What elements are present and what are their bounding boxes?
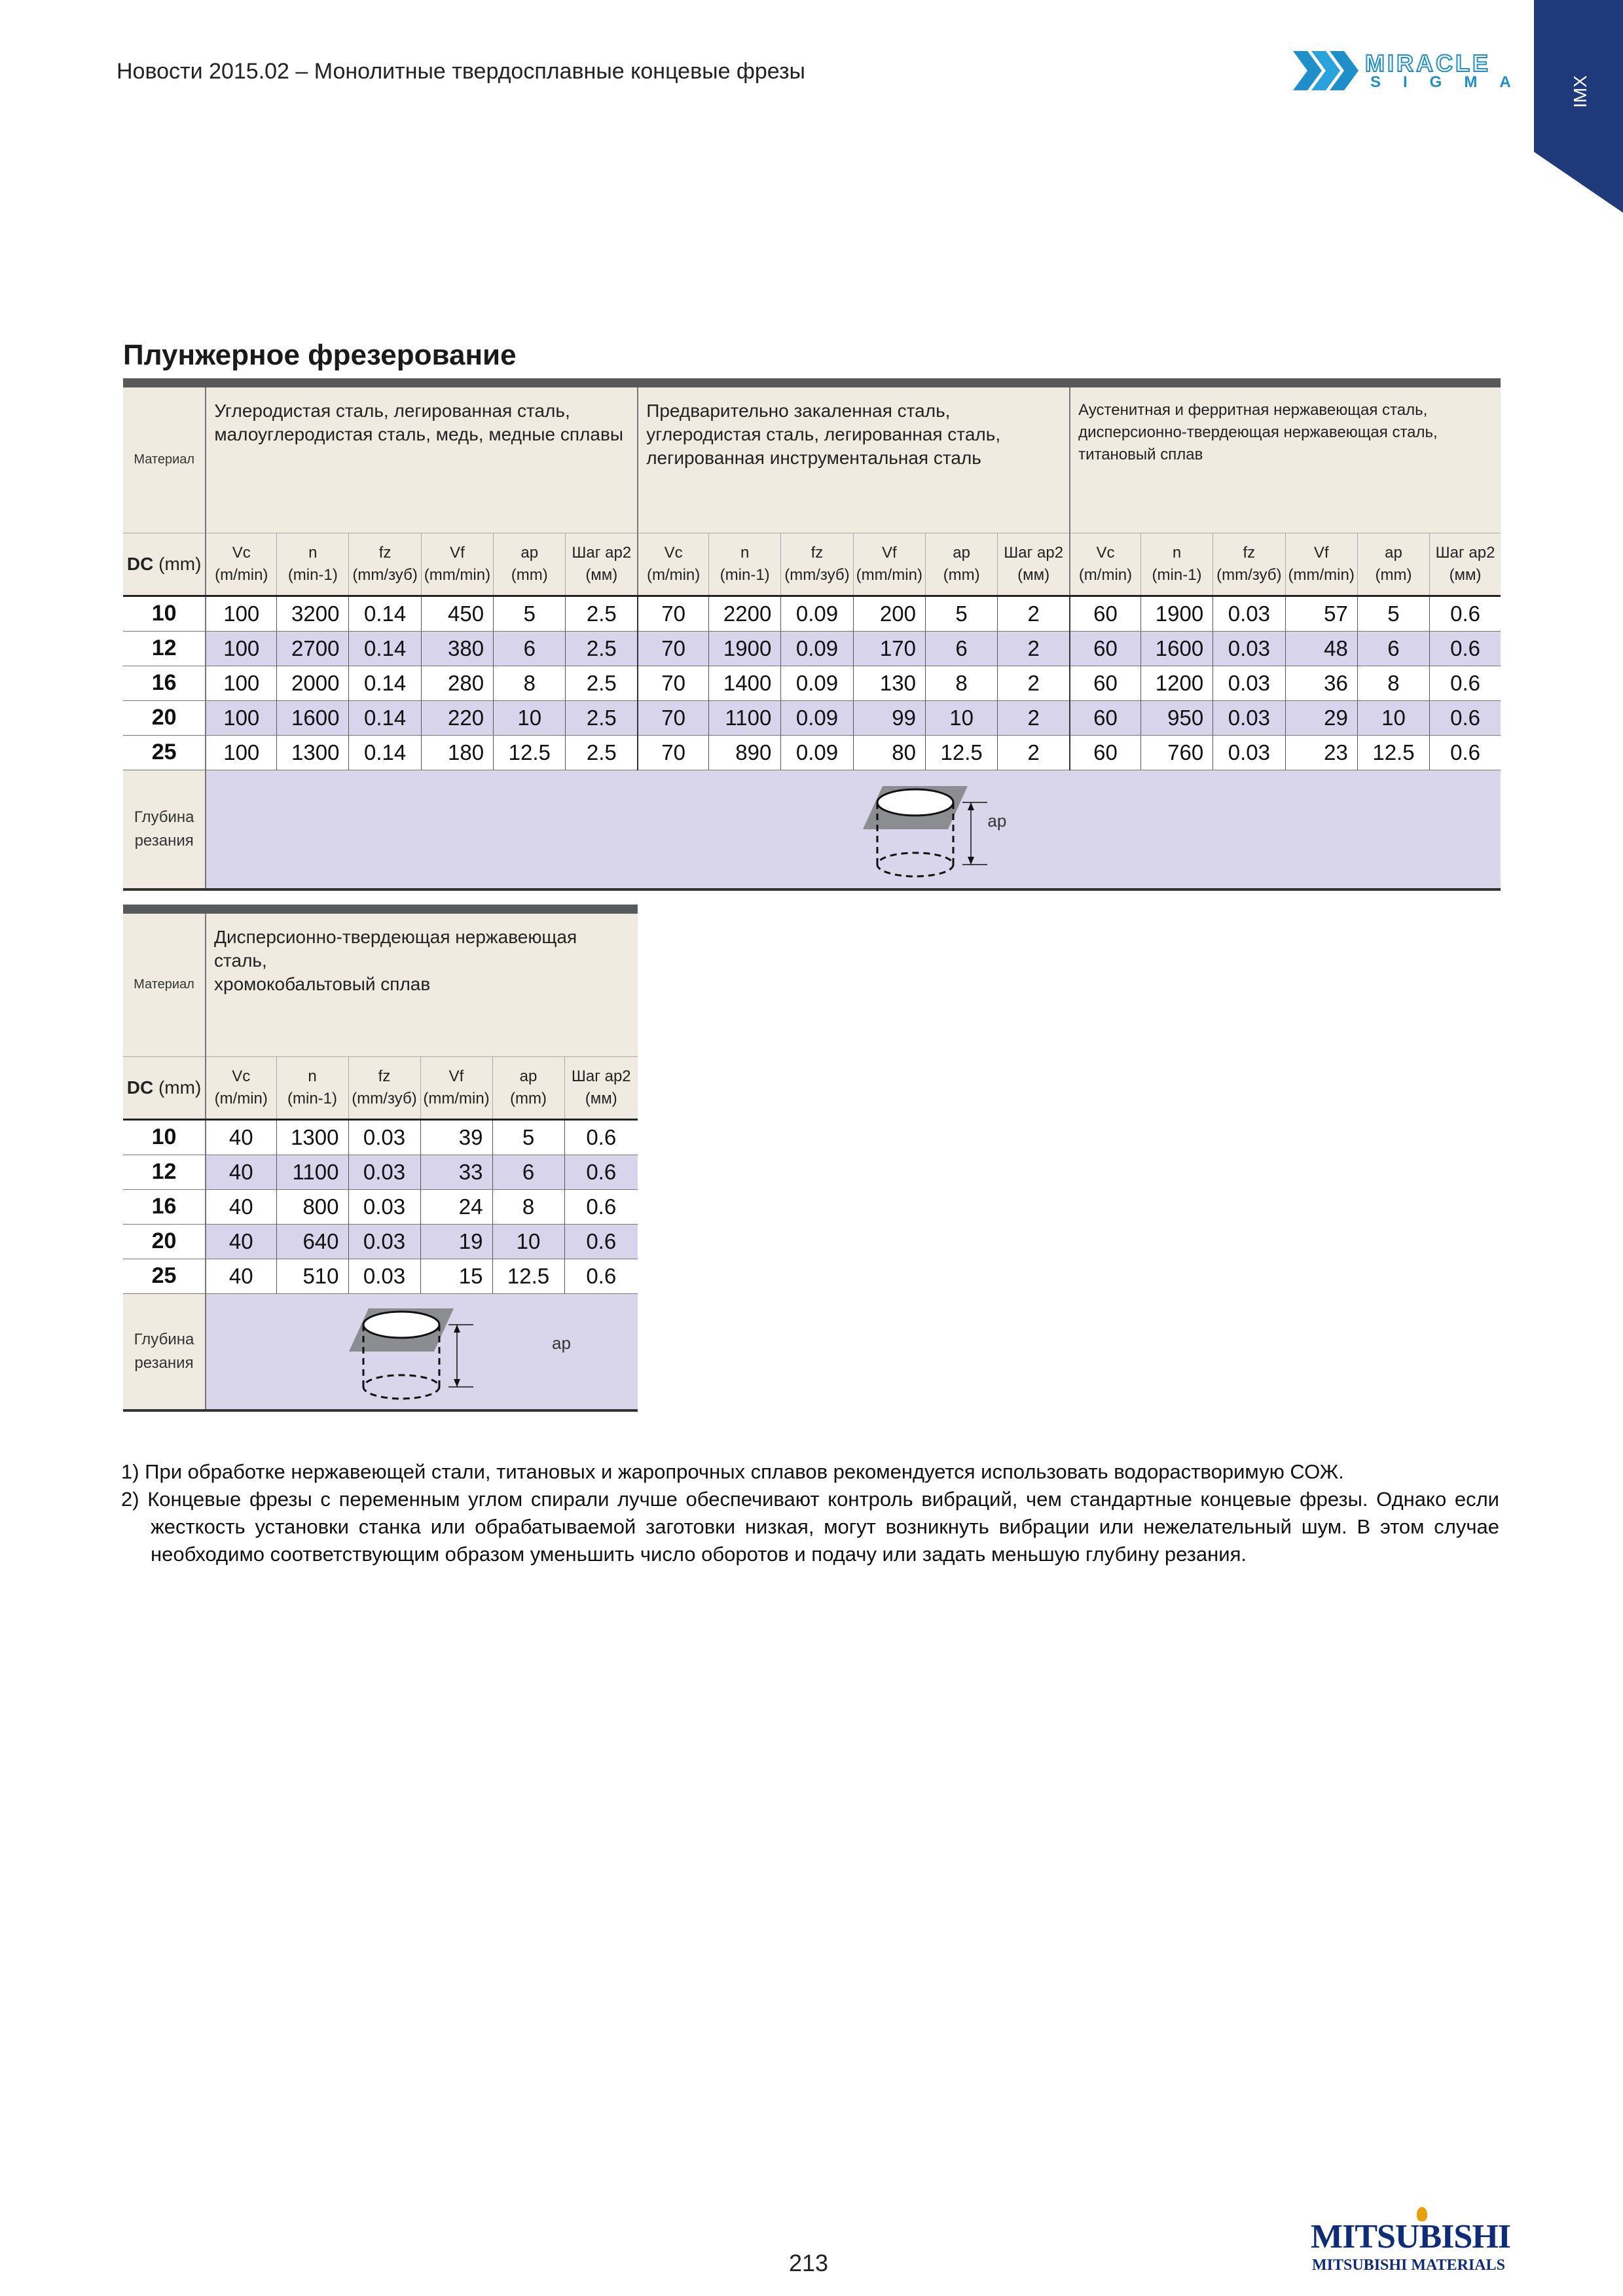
chevron-logo-icon xyxy=(1293,47,1372,94)
table-cell: 5 xyxy=(492,1119,564,1155)
column-header-label: Шаг ap2 xyxy=(1004,543,1064,562)
column-header-label: Vf xyxy=(881,543,897,562)
table-cell: 40 xyxy=(206,1189,276,1224)
column-header xyxy=(206,533,276,596)
column-header xyxy=(566,533,638,596)
table-cell: 2.5 xyxy=(566,700,638,735)
table-cell: 950 xyxy=(1140,700,1213,735)
table-cell: 70 xyxy=(638,631,708,666)
table-cell: 0.14 xyxy=(349,735,421,770)
table-cell: 0.6 xyxy=(1430,700,1501,735)
table-cell: 2 xyxy=(998,631,1070,666)
table-cell: 6 xyxy=(492,1155,564,1189)
table-cell: 800 xyxy=(276,1189,348,1224)
table-cell: 2000 xyxy=(277,666,349,700)
dc-value: 12 xyxy=(123,1155,206,1189)
table-cell: 2 xyxy=(998,596,1070,631)
material-text-1: Дисперсионно-твердеющая нержавеющая сталь, хромокобальтовый сплав xyxy=(214,927,577,994)
cutting-depth-label xyxy=(123,770,206,889)
page-header-title: Новости 2015.02 – Монолитные твердосплавные концевые фрезы xyxy=(117,59,805,84)
column-header-label: ap xyxy=(519,1067,538,1085)
table-cell: 0.09 xyxy=(781,666,853,700)
table-cell: 60 xyxy=(1070,631,1140,666)
table-cell: 60 xyxy=(1070,735,1140,770)
column-header-unit: (m/min) xyxy=(214,1089,268,1107)
table-cell: 19 xyxy=(420,1224,492,1259)
column-header-unit: (mm/min) xyxy=(424,565,491,584)
table-cell: 10 xyxy=(925,700,997,735)
table-cell: 0.14 xyxy=(349,596,421,631)
column-header-unit: (mm/зуб) xyxy=(1216,565,1282,584)
column-header-label: Vf xyxy=(1313,543,1329,562)
plunge-milling-table-2 xyxy=(123,905,638,1412)
column-header-unit: (mm) xyxy=(1375,565,1412,584)
column-header-unit: (mm) xyxy=(511,565,548,584)
column-header-label: Vf xyxy=(450,543,465,562)
dc-value: 16 xyxy=(123,666,206,700)
column-header-label: fz xyxy=(811,543,824,562)
table-cell: 0.6 xyxy=(564,1155,638,1189)
table-row xyxy=(123,700,1501,735)
column-header-unit: (mm/min) xyxy=(856,565,922,584)
table-cell: 6 xyxy=(494,631,566,666)
table-cell: 0.03 xyxy=(1213,735,1285,770)
page-number: 213 xyxy=(789,2250,829,2276)
table-cell: 1300 xyxy=(277,735,349,770)
table-cell: 2 xyxy=(998,666,1070,700)
column-header xyxy=(276,1056,348,1119)
table-cell: 70 xyxy=(638,596,708,631)
material-text-3: Аустенитная и ферритная нержавеющая сталь, дисперсионно-твердеющая нержавеющая сталь, титановый сплав xyxy=(1078,401,1438,463)
table-cell: 6 xyxy=(925,631,997,666)
dc-value: 12 xyxy=(123,631,206,666)
column-header-unit: (мм) xyxy=(1449,565,1482,584)
table-cell: 1900 xyxy=(709,631,781,666)
table-cell: 48 xyxy=(1285,631,1357,666)
material-group-3 xyxy=(1070,387,1501,533)
dc-value: 25 xyxy=(123,1259,206,1293)
dc-header-unit: (mm) xyxy=(153,1077,202,1098)
dc-value: 10 xyxy=(123,1119,206,1155)
table-cell: 12.5 xyxy=(1357,735,1429,770)
table-cell: 39 xyxy=(420,1119,492,1155)
column-header xyxy=(277,533,349,596)
column-header xyxy=(925,533,997,596)
cutting-depth-figure-cell xyxy=(206,1293,638,1410)
table-cell: 12.5 xyxy=(494,735,566,770)
table-cell: 10 xyxy=(494,700,566,735)
table-cell: 15 xyxy=(420,1259,492,1293)
column-header xyxy=(421,533,493,596)
column-header-label: n xyxy=(740,543,750,562)
table-cell: 10 xyxy=(492,1224,564,1259)
table-cell: 220 xyxy=(421,700,493,735)
depth-label-line1: Глубина xyxy=(134,1330,194,1348)
ap-dimension-label: ap xyxy=(552,1333,571,1353)
table-cell: 510 xyxy=(276,1259,348,1293)
table-cell: 1900 xyxy=(1140,596,1213,631)
cylinder-depth-icon xyxy=(349,1303,480,1401)
table-cell: 2.5 xyxy=(566,666,638,700)
table-cell: 5 xyxy=(494,596,566,631)
table-cell: 0.03 xyxy=(348,1224,420,1259)
table-cell: 40 xyxy=(206,1259,276,1293)
table-cell: 0.14 xyxy=(349,631,421,666)
section-heading: Плунжерное фрезерование xyxy=(123,339,517,371)
column-header-unit: (min-1) xyxy=(1152,565,1202,584)
table-cell: 5 xyxy=(925,596,997,631)
column-header xyxy=(492,1056,564,1119)
depth-label-line2: резания xyxy=(134,831,194,850)
column-header-row xyxy=(123,1056,638,1119)
footnote-2: 2) Концевые фрезы с переменным углом спирали лучше обеспечивают контроль вибраций, чем стандартные концевые фрезы. Однако если жесткость установки станка или обрабатываемой заготовки низкая, могут возникнуть вибрации или нежелательный шум. В этом случае необходимо соответствующим образом уменьшить число оборотов и подачу или задать меньшую глубину резания. xyxy=(121,1488,1499,1566)
table-cell: 100 xyxy=(206,596,276,631)
logo-word-miracle: MIRACLE xyxy=(1365,50,1491,77)
table-cell: 0.09 xyxy=(781,700,853,735)
table-cell: 2.5 xyxy=(566,735,638,770)
corner-tab-label: IMX xyxy=(1570,75,1590,108)
column-header-unit: (m/min) xyxy=(215,565,268,584)
table-cell: 0.6 xyxy=(564,1224,638,1259)
column-header-label: Шаг ap2 xyxy=(1435,543,1495,562)
column-header xyxy=(1430,533,1501,596)
cylinder-depth-icon xyxy=(863,781,994,879)
column-header-label: fz xyxy=(1243,543,1256,562)
table-cell: 2.5 xyxy=(566,631,638,666)
column-header-unit: (min-1) xyxy=(287,565,338,584)
material-text-1: Углеродистая сталь, легированная сталь, малоуглеродистая сталь, медь, медные сплавы xyxy=(214,401,623,444)
plunge-milling-table-1 xyxy=(123,378,1501,891)
table-cell: 2200 xyxy=(709,596,781,631)
table-cell: 70 xyxy=(638,735,708,770)
table-cell: 1600 xyxy=(1140,631,1213,666)
material-group-2 xyxy=(638,387,1070,533)
table-cell: 0.6 xyxy=(564,1119,638,1155)
table-cell: 380 xyxy=(421,631,493,666)
column-header-label: n xyxy=(308,1067,317,1085)
table-cell: 40 xyxy=(206,1155,276,1189)
table-cell: 1200 xyxy=(1140,666,1213,700)
dc-value: 10 xyxy=(123,596,206,631)
material-group-1 xyxy=(206,387,638,533)
column-header-label: Vf xyxy=(448,1067,464,1085)
column-header xyxy=(998,533,1070,596)
table-cell: 2 xyxy=(998,700,1070,735)
table-cell: 80 xyxy=(853,735,925,770)
column-header xyxy=(1285,533,1357,596)
column-header xyxy=(564,1056,638,1119)
dc-header-unit: (mm) xyxy=(153,553,202,574)
column-header-label: Шаг ap2 xyxy=(571,1067,631,1085)
table-cell: 100 xyxy=(206,666,276,700)
column-header-unit: (mm/зуб) xyxy=(352,1089,417,1107)
table-cell: 1100 xyxy=(276,1155,348,1189)
table-cell: 280 xyxy=(421,666,493,700)
material-row xyxy=(123,914,638,1056)
dc-header-bold: DC xyxy=(126,553,154,574)
table-cell: 0.03 xyxy=(348,1155,420,1189)
table-cell: 1300 xyxy=(276,1119,348,1155)
column-header-unit: (mm) xyxy=(943,565,980,584)
table-cell: 8 xyxy=(925,666,997,700)
table-cell: 24 xyxy=(420,1189,492,1224)
table-cell: 0.03 xyxy=(348,1259,420,1293)
table-row xyxy=(123,631,1501,666)
table-cell: 70 xyxy=(638,700,708,735)
column-header-label: n xyxy=(1172,543,1182,562)
table-cell: 1600 xyxy=(277,700,349,735)
cutting-depth-row xyxy=(123,1293,638,1410)
table-cell: 1400 xyxy=(709,666,781,700)
ap-dimension-label: ap xyxy=(987,810,1007,831)
footnotes xyxy=(121,1458,1499,1568)
table-cell: 23 xyxy=(1285,735,1357,770)
cutting-depth-figure xyxy=(206,1294,638,1409)
table-row xyxy=(123,1224,638,1259)
table-cell: 40 xyxy=(206,1119,276,1155)
table-row xyxy=(123,596,1501,631)
table-cell: 0.03 xyxy=(1213,596,1285,631)
table-row xyxy=(123,735,1501,770)
table-cell: 6 xyxy=(1357,631,1429,666)
table-bottom-rule xyxy=(123,1410,638,1412)
logo-mitsubishi: MITSUBISHI xyxy=(1311,2218,1510,2255)
table-cell: 36 xyxy=(1285,666,1357,700)
column-header-unit: (mm/зуб) xyxy=(352,565,418,584)
column-header-label: fz xyxy=(378,1067,391,1085)
column-header xyxy=(1070,533,1140,596)
table-cell: 60 xyxy=(1070,666,1140,700)
table-top-bar xyxy=(123,378,1501,387)
column-header-unit: (mm) xyxy=(510,1089,547,1107)
table-cell: 170 xyxy=(853,631,925,666)
dc-header-bold: DC xyxy=(126,1077,154,1098)
column-header xyxy=(420,1056,492,1119)
column-header xyxy=(1140,533,1213,596)
table-cell: 0.03 xyxy=(348,1119,420,1155)
table-cell: 100 xyxy=(206,700,276,735)
table-cell: 0.03 xyxy=(348,1189,420,1224)
cutting-depth-figure xyxy=(206,770,1501,888)
column-header-label: Vc xyxy=(664,543,683,562)
table-cell: 29 xyxy=(1285,700,1357,735)
material-label: Материал xyxy=(123,387,206,533)
column-header-row xyxy=(123,533,1501,596)
table-cell: 12.5 xyxy=(925,735,997,770)
column-header xyxy=(781,533,853,596)
table-cell: 2.5 xyxy=(566,596,638,631)
table-cell: 8 xyxy=(1357,666,1429,700)
table-cell: 0.6 xyxy=(564,1259,638,1293)
table-cell: 760 xyxy=(1140,735,1213,770)
column-header-unit: (min-1) xyxy=(287,1089,337,1107)
table-cell: 100 xyxy=(206,735,276,770)
dc-value: 16 xyxy=(123,1189,206,1224)
table-cell: 8 xyxy=(494,666,566,700)
depth-label-line1: Глубина xyxy=(134,808,194,826)
column-header-label: Vc xyxy=(232,1067,251,1085)
cutting-depth-row xyxy=(123,770,1501,889)
dc-header xyxy=(123,533,206,596)
table-row xyxy=(123,1259,638,1293)
table-cell: 180 xyxy=(421,735,493,770)
table-cell: 12.5 xyxy=(492,1259,564,1293)
dc-value: 25 xyxy=(123,735,206,770)
material-row xyxy=(123,387,1501,533)
column-header xyxy=(709,533,781,596)
table-cell: 70 xyxy=(638,666,708,700)
table-cell: 640 xyxy=(276,1224,348,1259)
column-header-unit: (m/min) xyxy=(646,565,701,584)
material-text-2: Предварительно закаленная сталь, углеродистая сталь, легированная сталь, легированная инструментальная сталь xyxy=(646,401,1001,468)
table-cell: 0.09 xyxy=(781,631,853,666)
table-row xyxy=(123,1155,638,1189)
table-cell: 0.6 xyxy=(1430,735,1501,770)
table-cell: 8 xyxy=(492,1189,564,1224)
miracle-sigma-logo xyxy=(1293,47,1533,94)
table-cell: 0.14 xyxy=(349,666,421,700)
column-header-label: ap xyxy=(953,543,970,562)
table-row xyxy=(123,1119,638,1155)
table-row xyxy=(123,1189,638,1224)
table-cell: 33 xyxy=(420,1155,492,1189)
column-header xyxy=(494,533,566,596)
column-header-label: ap xyxy=(520,543,539,562)
table-top-bar xyxy=(123,905,638,914)
table-cell: 3200 xyxy=(277,596,349,631)
column-header xyxy=(853,533,925,596)
table-cell: 0.03 xyxy=(1213,666,1285,700)
logo-mitsubishi-materials: MITSUBISHI MATERIALS xyxy=(1312,2257,1505,2274)
table-cell: 890 xyxy=(709,735,781,770)
table-bottom-rule xyxy=(123,889,1501,891)
mitsubishi-materials-logo xyxy=(1311,2211,1519,2276)
logo-word-sigma: SIGMA xyxy=(1370,73,1533,91)
table-cell: 40 xyxy=(206,1224,276,1259)
table-cell: 0.09 xyxy=(781,735,853,770)
column-header-label: Шаг ap2 xyxy=(572,543,632,562)
table-cell: 60 xyxy=(1070,700,1140,735)
material-group-1 xyxy=(206,914,638,1056)
dc-header xyxy=(123,1056,206,1119)
column-header xyxy=(349,533,421,596)
cutting-depth-figure-cell xyxy=(206,770,1501,889)
column-header-unit: (mm/зуб) xyxy=(784,565,850,584)
column-header-unit: (мм) xyxy=(1017,565,1050,584)
column-header-label: fz xyxy=(378,543,392,562)
table-cell: 130 xyxy=(853,666,925,700)
table-cell: 0.6 xyxy=(564,1189,638,1224)
column-header-label: n xyxy=(308,543,318,562)
column-header xyxy=(1213,533,1285,596)
table-cell: 99 xyxy=(853,700,925,735)
dc-value: 20 xyxy=(123,700,206,735)
column-header xyxy=(1357,533,1429,596)
dc-value: 20 xyxy=(123,1224,206,1259)
column-header-label: Vc xyxy=(1096,543,1115,562)
table-cell: 0.03 xyxy=(1213,700,1285,735)
material-label: Материал xyxy=(123,914,206,1056)
table-cell: 0.6 xyxy=(1430,631,1501,666)
table-row xyxy=(123,666,1501,700)
table-cell: 0.14 xyxy=(349,700,421,735)
column-header-unit: (мм) xyxy=(585,1089,617,1107)
table-cell: 100 xyxy=(206,631,276,666)
column-header-unit: (mm/min) xyxy=(1288,565,1355,584)
table-cell: 60 xyxy=(1070,596,1140,631)
table-cell: 200 xyxy=(853,596,925,631)
table-cell: 0.03 xyxy=(1213,631,1285,666)
cutting-depth-label xyxy=(123,1293,206,1410)
table-cell: 0.09 xyxy=(781,596,853,631)
table-cell: 450 xyxy=(421,596,493,631)
table-cell: 0.6 xyxy=(1430,596,1501,631)
column-header-unit: (mm/min) xyxy=(423,1089,490,1107)
table-cell: 5 xyxy=(1357,596,1429,631)
table-cell: 0.6 xyxy=(1430,666,1501,700)
column-header xyxy=(638,533,708,596)
column-header-unit: (мм) xyxy=(585,565,618,584)
footnote-1: 1) При обработке нержавеющей стали, титановых и жаропрочных сплавов рекомендуется использовать водорастворимую СОЖ. xyxy=(121,1460,1344,1483)
table-cell: 2700 xyxy=(277,631,349,666)
column-header xyxy=(348,1056,420,1119)
depth-label-line2: резания xyxy=(134,1354,194,1372)
table-cell: 1100 xyxy=(709,700,781,735)
table-cell: 57 xyxy=(1285,596,1357,631)
column-header-label: Vc xyxy=(232,543,251,562)
column-header-unit: (min-1) xyxy=(720,565,770,584)
column-header-label: ap xyxy=(1385,543,1402,562)
column-header xyxy=(206,1056,276,1119)
table-cell: 10 xyxy=(1357,700,1429,735)
column-header-unit: (m/min) xyxy=(1078,565,1133,584)
table-cell: 2 xyxy=(998,735,1070,770)
